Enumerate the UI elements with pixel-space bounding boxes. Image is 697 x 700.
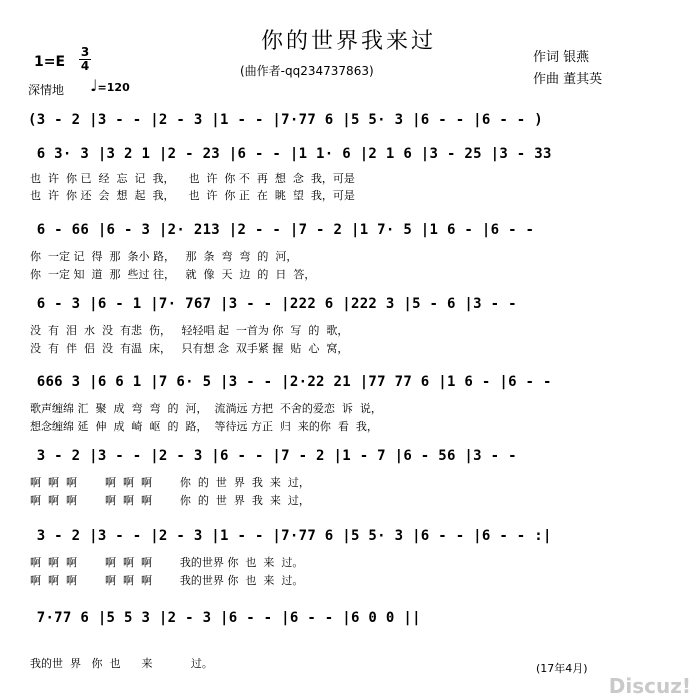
watermark-logo: Discuz! [608,674,691,698]
staff-line: 3 - 2 |3 - - |2 - 3 |1 - - |7·77 6 |5 5· 3 |6 - - |6 - - :| [28,528,552,544]
lyric-line-verse1: 啊 啊 啊 啊 啊 啊 我的世界 你 也 来 过。 [30,556,304,569]
tempo-mark [90,76,130,95]
staff-line-coda: 7·77 6 |5 5 3 |2 - 3 |6 - - |6 - - |6 0 0 || [28,610,421,626]
time-signature [79,46,91,73]
lyric-line-verse2: 没 有 伴 侣 没 有温 床， 只有想 念 双手紧 握 贴 心 窝， [30,342,349,355]
lyric-line-verse1: 啊 啊 啊 啊 啊 啊 你 的 世 界 我 来 过， [30,476,310,489]
composer-contact: (曲作者-qq234737863) [240,64,374,78]
lyric-line-verse1: 歌声缠绵 汇 聚 成 弯 弯 的 河， 流淌远 方把 不舍的爱恋 诉 说， [30,402,382,415]
staff-line-intro: (3 - 2 |3 - - |2 - 3 |1 - - |7·77 6 |5 5· 3 |6 - - |6 - - ) [28,112,543,128]
expression-mark: 深情地 [28,83,65,97]
staff-line: 6 - 3 |6 - 1 |7· 767 |3 - - |222 6 |222 3 |5 - 6 |3 - - [28,296,526,312]
staff-line: 6 - 66 |6 - 3 |2· 213 |2 - - |7 - 2 |1 7· 5 |1 6 - |6 - - [28,222,543,238]
staff-line: 666 3 |6 6 1 |7 6· 5 |3 - - |2·22 21 |77 77 6 |1 6 - |6 - - [28,374,561,390]
composer-credit: 作曲 董其英 [533,72,603,87]
lyric-line-verse2: 啊 啊 啊 啊 啊 啊 我的世界 你 也 来 过。 [30,574,304,587]
staff-line: 3 - 2 |3 - - |2 - 3 |6 - - |7 - 2 |1 - 7 |6 - 56 |3 - - [28,448,526,464]
meter-top: 3 [80,45,90,59]
lyric-line-verse2: 你 一定 知 道 那 些过 往， 就 像 天 边 的 日 答， [30,268,316,281]
quarter-note-icon: ♩ [90,76,98,95]
lyric-line-verse1: 你 一定 记 得 那 条小 路， 那 条 弯 弯 的 河， [30,250,298,263]
tempo-value: =120 [97,81,130,94]
coda-lyric: 我的世 界 你 也 来 过。 [30,657,213,670]
lyric-line-verse1: 没 有 泪 水 没 有悲 伤， 轻轻唱 起 一首为 你 写 的 歌， [30,324,349,337]
staff-line: 6 3· 3 |3 2 1 |2 - 23 |6 - - |1 1· 6 |2 1 6 |3 - 25 |3 - 33 [28,146,561,162]
song-title: 你的世界我来过 [260,29,436,54]
lyric-line-verse2: 啊 啊 啊 啊 啊 啊 你 的 世 界 我 来 过， [30,494,310,507]
lyricist-credit: 作词 银燕 [533,50,590,65]
lyric-line-verse2: 想念缠绵 延 伸 成 崎 岖 的 路， 等待远 方正 归 来的你 看 我， [30,420,378,433]
date-note: (17年4月) [536,662,588,675]
lyric-line-verse2: 也 许 你 还 会 想 起 我， 也 许 你 正 在 眺 望 我，可是 [30,189,355,202]
meter-bottom: 4 [80,59,90,73]
key-signature: 1=E [34,54,66,70]
lyric-line-verse1: 也 许 你 已 经 忘 记 我， 也 许 你 不 再 想 念 我，可是 [30,172,355,185]
